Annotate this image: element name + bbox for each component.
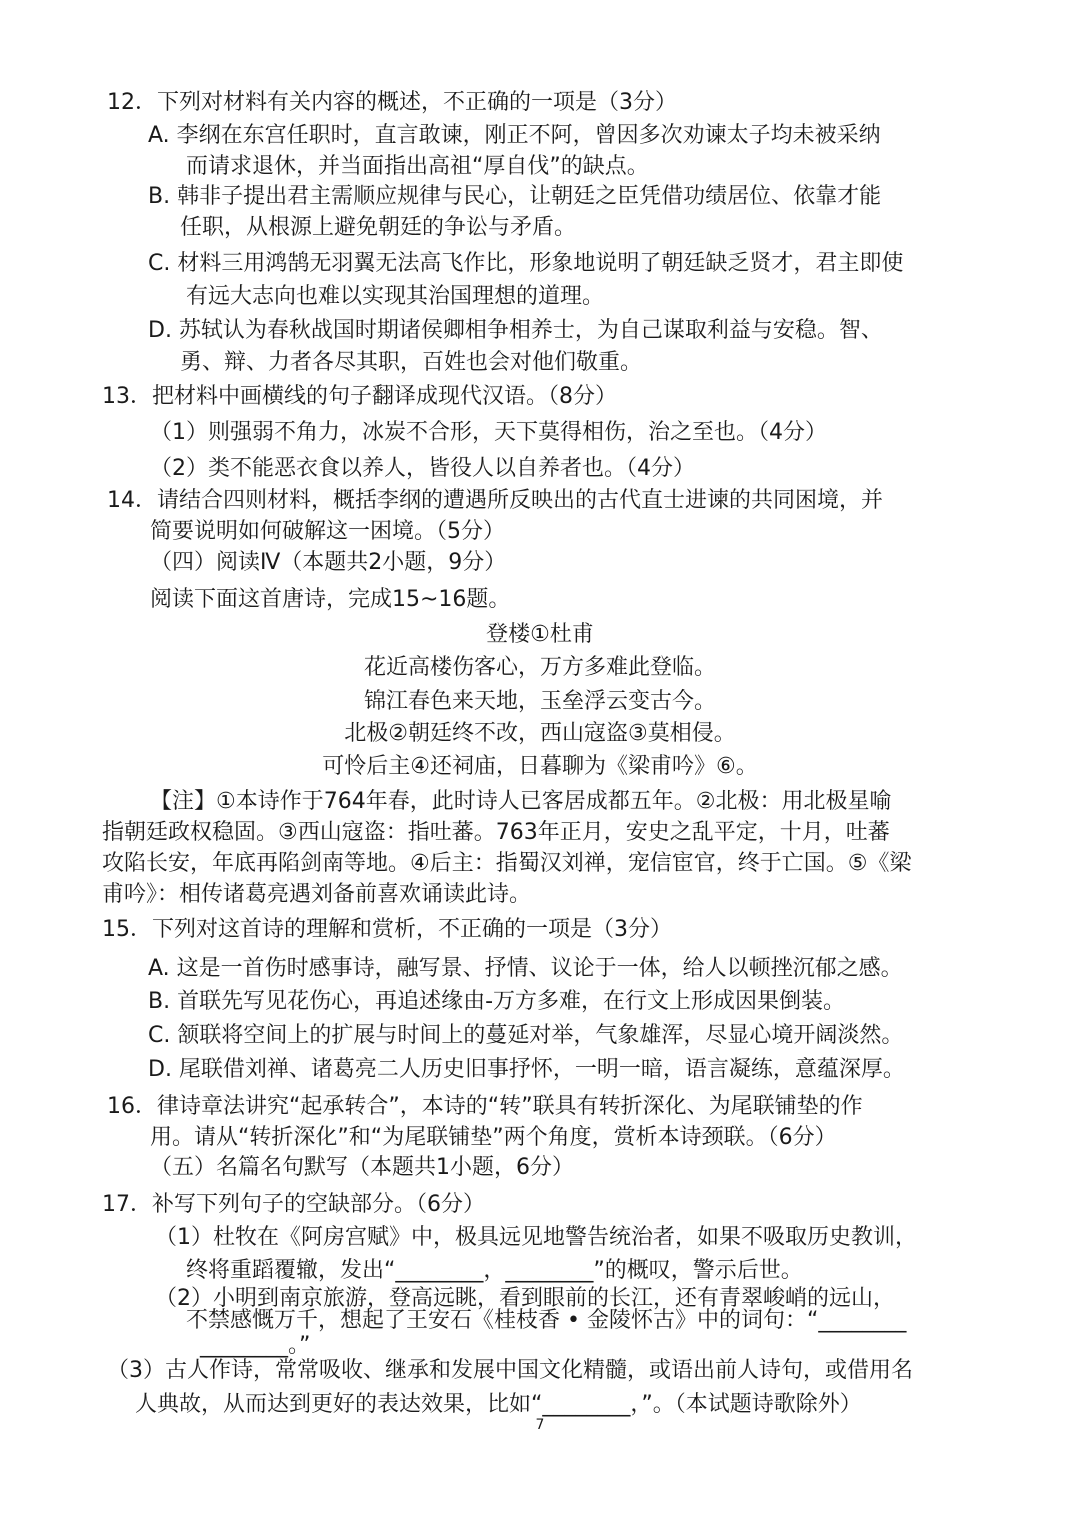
q15-stem: 15．下列对这首诗的理解和赏析，不正确的一项是（3分）: [102, 917, 672, 942]
section5-heading: （五）名篇名句默写（本题共1小题，6分）: [150, 1155, 574, 1180]
q17-part3-line2: 人典故，从而达到更好的表达效果，比如“________，”。（本试题诗歌除外）: [135, 1392, 862, 1417]
q17-part3-line1: （3）古人作诗，常常吸收、继承和发展中国文化精髓，或语出前人诗句，或借用名: [107, 1358, 913, 1383]
poem-title: 登楼①杜甫: [486, 622, 594, 647]
q13-stem: 13．把材料中画横线的句子翻译成现代汉语。（8分）: [102, 384, 617, 409]
q15-option-b: B. 首联先写见花伤心，再追述缘由-万方多难，在行文上形成因果倒装。: [148, 989, 846, 1014]
q15-option-d: D. 尾联借刘禅、诸葛亮二人历史旧事抒怀，一明一暗，语言凝练，意蕴深厚。: [148, 1057, 905, 1082]
q16-line2: 用。请从“转折深化”和“为尾联铺垫”两个角度，赏析本诗颈联。（6分）: [150, 1125, 837, 1150]
q13-sentence-2: （2）类不能恶衣食以养人，皆役人以自养者也。（4分）: [150, 456, 695, 481]
q12-option-c-line2: 有远大志向也难以实现其治国理想的道理。: [186, 284, 605, 309]
note-line: 攻陷长安，年底再陷剑南等地。④后主：指蜀汉刘禅，宠信宦官，终于亡国。⑤《梁: [102, 851, 912, 876]
q16-line1: 16．律诗章法讲究“起承转合”，本诗的“转”联具有转折深化、为尾联铺垫的作: [107, 1094, 863, 1119]
q13-sentence-1: （1）则强弱不角力，冰炭不合形，天下莫得相伤，治之至也。（4分）: [150, 420, 827, 445]
q12-option-d-line1: D. 苏轼认为春秋战国时期诸侯卿相争相养士，为自己谋取利益与安稳。智、: [148, 318, 883, 343]
q14-line2: 简要说明如何破解这一困境。（5分）: [150, 519, 505, 544]
page-number: 7: [535, 1417, 545, 1433]
q17-part2-line2: 不禁感慨万千，想起了王安石《桂枝香 • 金陵怀古》中的词句：“________: [186, 1308, 907, 1333]
q12-option-a-line1: A. 李纲在东宫任职时，直言敢谏，刚正不阿，曾因多次劝谏太子均未被采纳: [148, 123, 881, 148]
q17-part2-line1: （2）小明到南京旅游，登高远眺，看到眼前的长江，还有青翠峻峭的远山，: [155, 1286, 895, 1311]
q17-stem: 17．补写下列句子的空缺部分。（6分）: [102, 1192, 485, 1217]
q15-option-a: A. 这是一首伤时感事诗，融写景、抒情、议论于一体，给人以顿挫沉郁之感。: [148, 956, 903, 981]
q12-option-b-line2: 任职，从根源上避免朝廷的争讼与矛盾。: [180, 215, 577, 240]
q17-part1-line2: 终将重蹈覆辙，发出“________，________”的概叹，警示后世。: [186, 1258, 803, 1283]
poem-line: 花近高楼伤客心，万方多难此登临。: [363, 655, 716, 680]
poem-line: 可怜后主④还祠庙，日暮聊为《梁甫吟》⑥。: [322, 754, 758, 779]
note-line: 指朝廷政权稳固。③西山寇盗：指吐蕃。763年正月，安史之乱平定，十月，吐蕃: [102, 820, 890, 845]
q12-option-b-line1: B. 韩非子提出君主需顺应规律与民心，让朝廷之臣凭借功绩居位、依靠才能: [148, 184, 882, 209]
note-line: 【注】①本诗作于764年春，此时诗人已客居成都五年。②北极：用北极星喻: [150, 789, 892, 814]
note-line: 甫吟》：相传诸葛亮遇刘备前喜欢诵读此诗。: [102, 882, 532, 907]
section4-heading: （四）阅读Ⅳ（本题共2小题，9分）: [150, 550, 507, 575]
q17-part2-line3: ________。”: [200, 1333, 311, 1358]
q12-stem: 12．下列对材料有关内容的概述，不正确的一项是（3分）: [107, 90, 677, 115]
q14-line1: 14．请结合四则材料，概括李纲的遭遇所反映出的古代直士进谏的共同困境，并: [107, 488, 883, 513]
section4-instruction: 阅读下面这首唐诗，完成15~16题。: [150, 587, 511, 612]
q15-option-c: C. 颔联将空间上的扩展与时间上的蔓延对举，气象雄浑，尽显心境开阔淡然。: [148, 1023, 904, 1048]
q12-option-c-line1: C. 材料三用鸿鹄无羽翼无法高飞作比，形象地说明了朝廷缺乏贤才，君主即使: [148, 251, 904, 276]
poem-line: 北极②朝廷终不改，西山寇盗③莫相侵。: [344, 721, 736, 746]
q12-option-d-line2: 勇、辩、力者各尽其职，百姓也会对他们敬重。: [180, 350, 643, 375]
poem-line: 锦江春色来天地，玉垒浮云变古今。: [363, 689, 716, 714]
q17-part1-line1: （1）杜牧在《阿房宫赋》中，极具远见地警告统治者，如果不吸取历史教训，: [155, 1225, 917, 1250]
q12-option-a-line2: 而请求退休，并当面指出高祖“厚自伐”的缺点。: [186, 154, 649, 179]
